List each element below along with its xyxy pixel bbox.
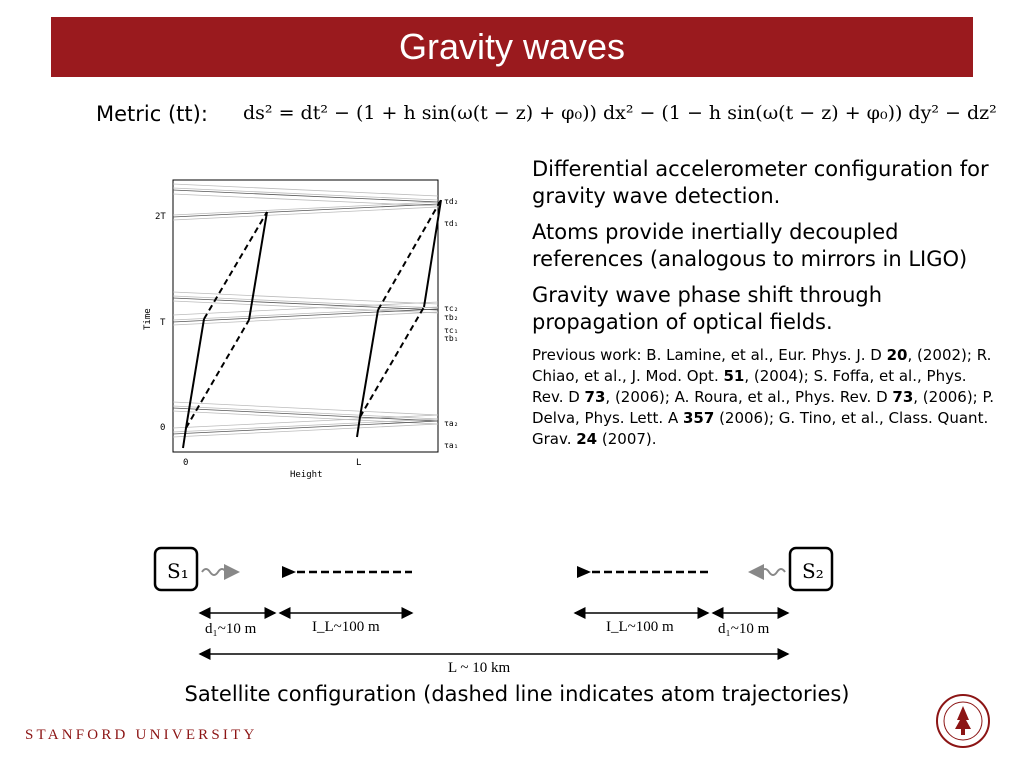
metric-equation-text: ds² = dt² − (1 + h sin(ω(t − z) + φ₀)) dx² − (1 − h sin(ω(t − z) + φ₀)) dy² − dz² bbox=[243, 102, 997, 124]
tau-label: τc₁ bbox=[444, 326, 459, 335]
tau-labels bbox=[444, 197, 458, 450]
y-tick-T: T bbox=[160, 318, 166, 328]
ref-text: , (2002); R. Chiao, et al., J. Mod. Opt. bbox=[532, 346, 992, 385]
label-d-right: d₁~10 m bbox=[718, 621, 770, 637]
tau-label: τa₂ bbox=[444, 419, 459, 428]
atom-arrow-left bbox=[282, 566, 296, 578]
ref-text: (2006); G. Tino, et al., Class. Quant. Grav. bbox=[532, 409, 989, 448]
slide-title-bar bbox=[51, 17, 973, 77]
trajectory-right-solid-mid bbox=[360, 310, 378, 417]
trajectory-left-solid-mid bbox=[186, 319, 204, 428]
tau-label: τa₁ bbox=[444, 441, 459, 450]
bullet-item: Differential accelerometer configuration for gravity wave detection. bbox=[532, 157, 989, 208]
metric-equation bbox=[243, 102, 997, 124]
satellite-s1-label: S₁ bbox=[167, 559, 189, 583]
ref-text: , (2006); A. Roura, et al., Phys. Rev. D bbox=[605, 388, 893, 406]
ref-volume: 357 bbox=[682, 409, 715, 427]
laser-wave-left bbox=[202, 569, 238, 575]
label-l-left: I_L~100 m bbox=[312, 619, 380, 635]
tau-label: τb₂ bbox=[444, 313, 459, 322]
light-pulses bbox=[173, 184, 438, 437]
label-total: L ~ 10 km bbox=[448, 660, 511, 676]
label-l-right: I_L~100 m bbox=[606, 619, 674, 635]
slide-title: Gravity waves bbox=[398, 26, 626, 67]
ref-volume: 73 bbox=[584, 388, 606, 406]
tau-label: τd₂ bbox=[444, 197, 459, 206]
bullet-item: Atoms provide inertially decoupled references (analogous to mirrors in LIGO) bbox=[532, 220, 968, 271]
spacetime-diagram bbox=[140, 170, 470, 494]
y-tick-2T: 2T bbox=[155, 212, 166, 222]
ref-text: , (2004); S. Foffa, et al., Phys. Rev. D bbox=[532, 367, 967, 406]
ref-text: (2007). bbox=[597, 430, 657, 448]
tau-label: τc₂ bbox=[444, 304, 459, 313]
atom-arrow-right bbox=[577, 566, 591, 578]
ref-text: Previous work: B. Lamine, et al., Eur. Phys. J. D bbox=[532, 346, 887, 364]
tau-label: τd₁ bbox=[444, 219, 459, 228]
satellite-diagram bbox=[140, 536, 860, 680]
references bbox=[532, 345, 1002, 450]
bullet-list bbox=[532, 156, 1002, 459]
atom-trajectories bbox=[183, 200, 441, 448]
ref-text: , (2006); P. Delva, Phys. Lett. A bbox=[532, 388, 994, 427]
metric-label: Metric (tt): bbox=[96, 102, 208, 126]
laser-wave-right bbox=[750, 569, 785, 575]
diagram-frame bbox=[173, 180, 438, 452]
ref-volume: 20 bbox=[886, 346, 908, 364]
satellite-caption: Satellite configuration (dashed line indicates atom trajectories) bbox=[184, 682, 850, 706]
label-d-left: d₁~10 m bbox=[205, 621, 257, 637]
y-axis-label: Time bbox=[143, 308, 153, 330]
x-tick-0: 0 bbox=[183, 458, 189, 468]
tau-label: τb₁ bbox=[444, 334, 459, 343]
trajectory-left-solid-low bbox=[183, 428, 186, 448]
bullet-item: Gravity wave phase shift through propagation of optical fields. bbox=[532, 283, 883, 334]
stanford-seal-icon bbox=[935, 693, 991, 749]
ref-volume: 24 bbox=[576, 430, 598, 448]
satellite-s2-label: S₂ bbox=[802, 559, 824, 583]
ref-volume: 51 bbox=[723, 367, 745, 385]
x-tick-L: L bbox=[356, 458, 362, 468]
ref-volume: 73 bbox=[892, 388, 914, 406]
stanford-wordmark: STANFORD UNIVERSITY bbox=[25, 727, 258, 743]
y-tick-0: 0 bbox=[160, 423, 166, 433]
x-axis-label: Height bbox=[290, 470, 323, 480]
light-pulse-lines bbox=[173, 190, 438, 434]
